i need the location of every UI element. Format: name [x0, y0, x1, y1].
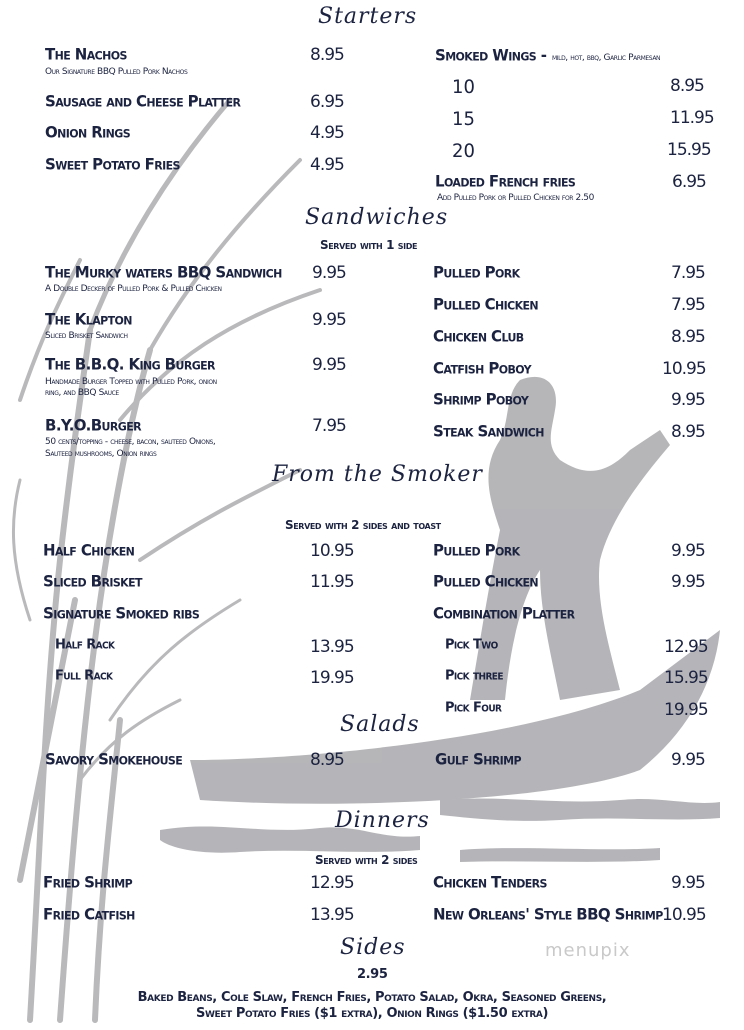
sides-list-line-2: Sweet Potato Fries ($1 extra), Onion Rings ($1.50 extra)	[195, 1006, 549, 1021]
nola-shrimp-name: New Orleans' Style BBQ Shrimp	[433, 905, 663, 924]
half-rack-name: Half Rack	[55, 637, 115, 653]
full-rack-price: 19.95	[310, 668, 354, 688]
sandwiches-heading: Sandwiches	[305, 205, 449, 230]
pick-two-price: 12.95	[664, 637, 708, 657]
sandwich-pulled-pork-price: 7.95	[671, 263, 705, 283]
sausage-name: Sausage and Cheese Platter	[45, 92, 241, 111]
sandwich-pulled-chicken-name: Pulled Chicken	[433, 295, 539, 314]
gulf-name: Gulf Shrimp	[435, 750, 521, 769]
sandwich-catfish-poboy-name: Catfish Poboy	[433, 359, 531, 378]
loaded-fries-desc: Add Pulled Pork or Pulled Chicken for 2.50	[437, 193, 594, 203]
sides-price: 2.95	[357, 967, 388, 982]
fried-catfish-name: Fried Catfish	[43, 905, 135, 924]
smoker-sub: Served with 2 sides and toast	[285, 518, 441, 532]
fried-shrimp-price: 12.95	[310, 873, 354, 893]
sandwich-steak-name: Steak Sandwich	[433, 422, 544, 441]
brisket-price: 11.95	[310, 572, 354, 592]
murky-name: The Murky waters BBQ Sandwich	[45, 263, 282, 282]
nachos-desc: Our Signature BBQ Pulled Pork Nachos	[45, 67, 188, 77]
wings-15-count: 15	[452, 108, 475, 131]
menupix-watermark: menupix	[545, 940, 631, 961]
fried-catfish-price: 13.95	[310, 905, 354, 925]
sandwich-chicken-club-name: Chicken Club	[433, 327, 524, 346]
bbq-king-desc-2: ring, and BBQ Sauce	[45, 388, 119, 398]
pick-four-price: 19.95	[664, 700, 708, 720]
pick-three-price: 15.95	[664, 668, 708, 688]
sides-heading: Sides	[340, 935, 406, 960]
smoker-pulled-pork-price: 9.95	[671, 541, 705, 561]
pick-two-name: Pick Two	[445, 637, 498, 653]
gulf-price: 9.95	[671, 750, 705, 770]
bbq-king-name: The B.B.Q. King Burger	[45, 355, 215, 374]
nachos-name: The Nachos	[45, 45, 127, 64]
sweet-potato-price: 4.95	[310, 155, 344, 175]
wings-20-price: 15.95	[667, 140, 711, 160]
byo-price: 7.95	[312, 416, 346, 436]
klapton-desc: Sliced Brisket Sandwich	[45, 331, 128, 341]
sausage-price: 6.95	[310, 92, 344, 112]
tenders-price: 9.95	[671, 873, 705, 893]
tenders-name: Chicken Tenders	[433, 873, 547, 892]
ribs-name: Signature Smoked ribs	[43, 604, 200, 623]
loaded-fries-price: 6.95	[672, 172, 706, 192]
half-chicken-name: Half Chicken	[43, 541, 135, 560]
smoker-heading: From the Smoker	[272, 462, 483, 487]
smoker-pulled-pork-name: Pulled Pork	[433, 541, 520, 560]
bbq-king-price: 9.95	[312, 355, 346, 375]
wings-10-count: 10	[452, 76, 475, 99]
klapton-price: 9.95	[312, 310, 346, 330]
smoker-pulled-chicken-price: 9.95	[671, 572, 705, 592]
klapton-name: The Klapton	[45, 310, 132, 329]
sandwich-shrimp-poboy-price: 9.95	[671, 390, 705, 410]
sweet-potato-name: Sweet Potato Fries	[45, 155, 180, 174]
wings-20-count: 20	[452, 140, 475, 163]
half-rack-price: 13.95	[310, 637, 354, 657]
dinners-sub: Served with 2 sides	[315, 853, 418, 867]
murky-price: 9.95	[312, 263, 346, 283]
bbq-king-desc-1: Handmade Burger Topped with Pulled Pork, onion	[45, 377, 217, 387]
wings-10-price: 8.95	[670, 76, 704, 96]
salads-heading: Salads	[340, 712, 420, 737]
byo-name: B.Y.O.Burger	[45, 416, 141, 435]
savory-price: 8.95	[310, 750, 344, 770]
wings-name: Smoked Wings -	[435, 46, 547, 65]
sides-list-line-1: Baked Beans, Cole Slaw, French Fries, Potato Salad, Okra, Seasoned Greens,	[137, 990, 607, 1005]
sandwich-pulled-chicken-price: 7.95	[671, 295, 705, 315]
nachos-price: 8.95	[310, 45, 344, 65]
dinners-heading: Dinners	[335, 808, 430, 833]
combo-name: Combination Platter	[433, 604, 575, 623]
pick-three-name: Pick three	[445, 668, 503, 684]
byo-desc-2: Sauteed mushrooms, Onion rings	[45, 449, 157, 459]
starters-heading: Starters	[318, 4, 418, 29]
sandwiches-sub: Served with 1 side	[320, 238, 418, 252]
murky-desc: A Double Decker of Pulled Pork & Pulled Chicken	[45, 284, 222, 294]
onion-rings-name: Onion Rings	[45, 123, 131, 142]
loaded-fries-name: Loaded French fries	[435, 172, 576, 191]
half-chicken-price: 10.95	[310, 541, 354, 561]
wings-flavors: mild, hot, bbq, Garlic Parmesan	[552, 53, 661, 63]
sandwich-chicken-club-price: 8.95	[671, 327, 705, 347]
nola-shrimp-price: 10.95	[662, 905, 706, 925]
smoker-pulled-chicken-name: Pulled Chicken	[433, 572, 539, 591]
sandwich-steak-price: 8.95	[671, 422, 705, 442]
onion-rings-price: 4.95	[310, 123, 344, 143]
sandwich-shrimp-poboy-name: Shrimp Poboy	[433, 390, 529, 409]
sandwich-pulled-pork-name: Pulled Pork	[433, 263, 520, 282]
sandwich-catfish-poboy-price: 10.95	[662, 359, 706, 379]
pick-four-name: Pick Four	[445, 700, 502, 716]
brisket-name: Sliced Brisket	[43, 572, 142, 591]
savory-name: Savory Smokehouse	[45, 750, 183, 769]
wings-15-price: 11.95	[670, 108, 714, 128]
fried-shrimp-name: Fried Shrimp	[43, 873, 133, 892]
byo-desc-1: 50 cents/topping - cheese, bacon, sauteed Onions,	[45, 437, 216, 447]
full-rack-name: Full Rack	[55, 668, 113, 684]
